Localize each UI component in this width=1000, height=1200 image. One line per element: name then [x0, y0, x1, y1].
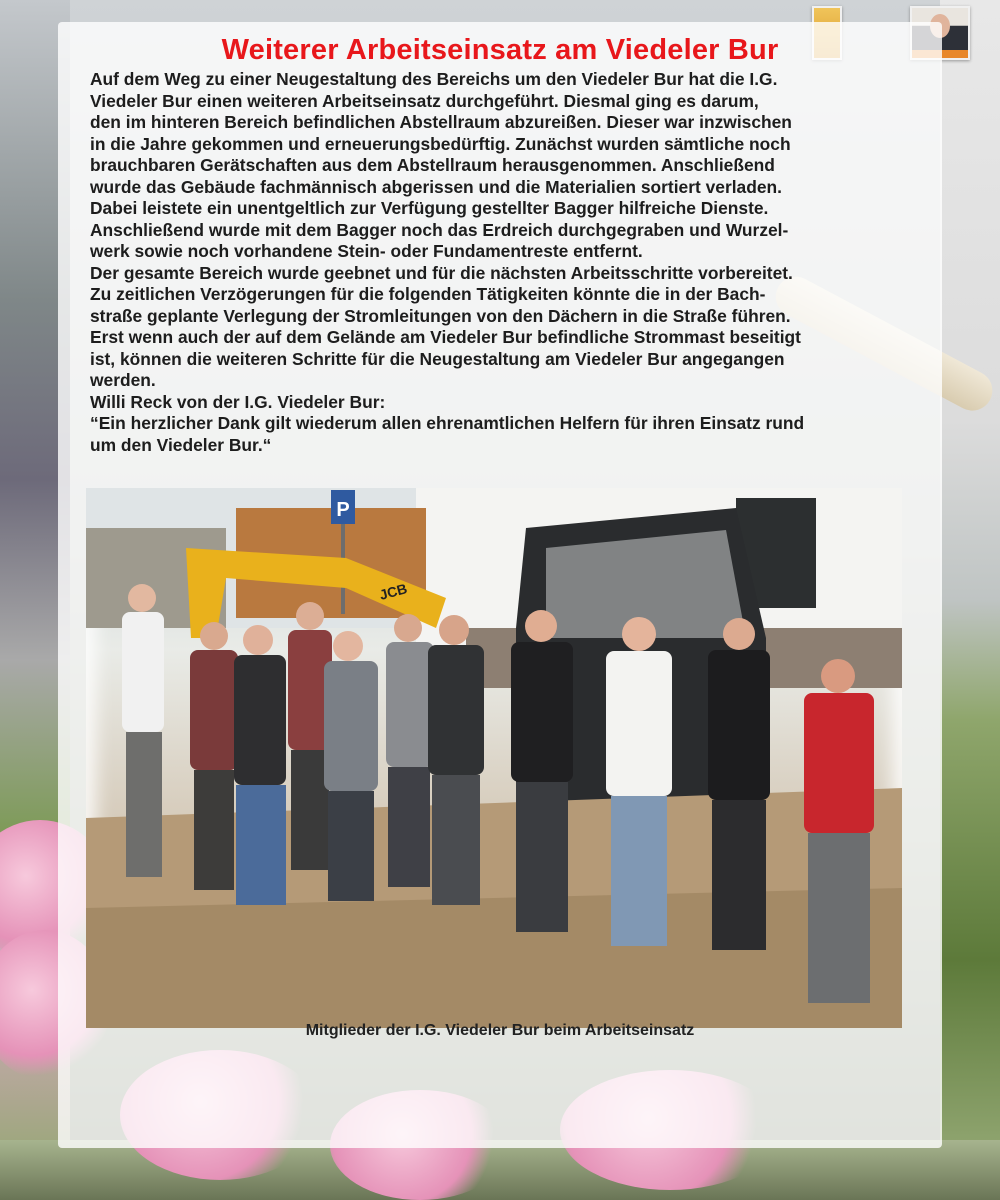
- photo-caption: Mitglieder der I.G. Viedeler Bur beim Arbeitseinsatz: [305, 1022, 695, 1039]
- parking-sign-letter: P: [336, 499, 350, 521]
- group-photo-illustration: [86, 488, 902, 1028]
- article-paragraph: Auf dem Weg zu einer Neugestaltung des Bereichs um den Viedeler Bur hat die I.G. Viedeler Bur einen weiteren Arbeitseinsatz durchgeführt. Diesmal ging es darum, den im hinteren Bereich befindlichen Abstellraum abzureißen. Dieser war inzwischen in die Jahre gekommen und erneuerungsbedürftig. Zunächst wurden sämtliche noch brauchbaren Gerätschaften aus dem Abstellraum herausgenommen. Anschließend wurde das Gebäude fachmännisch abgerissen und die Materialien sortiert verladen. Dabei leistete ein unentgeltlich zur Verfügung gestellter Bagger hilfreiche Dienste. Anschließend wurde mit dem Bagger noch das Erdreich durchgegraben und Wurzel- werk sowie noch vorhandene Stein- oder Fundamentreste entfernt. Der gesamte Bereich wurde geebnet und für die nächsten Arbeitsschritte vorbereitet. Zu zeitlichen Verzögerungen für die folgenden Tätigkeiten könnte die in der Bach- straße geplante Verlegung der Stromleitungen von den Dächern in die Straße führen. Erst wenn auch der auf dem Gelände am Viedeler Bur befindliche Strommast beseitigt ist, können die weiteren Schritte für die Neugestaltung am Viedeler Bur angegangen werden. Willi Reck von der I.G. Viedeler Bur: “Ein herzlicher Dank gilt wiederum allen ehrenamtlichen Helfern für ihren Einsatz rund um den Viedeler Bur.“: [90, 69, 805, 455]
- excavator-brand: JCB: [377, 580, 409, 603]
- group-photo: [86, 488, 902, 1028]
- article-body: [90, 69, 920, 456]
- background-right-scene: [940, 0, 1000, 1200]
- article-title: Weiterer Arbeitseinsatz am Viedeler Bur: [221, 34, 779, 66]
